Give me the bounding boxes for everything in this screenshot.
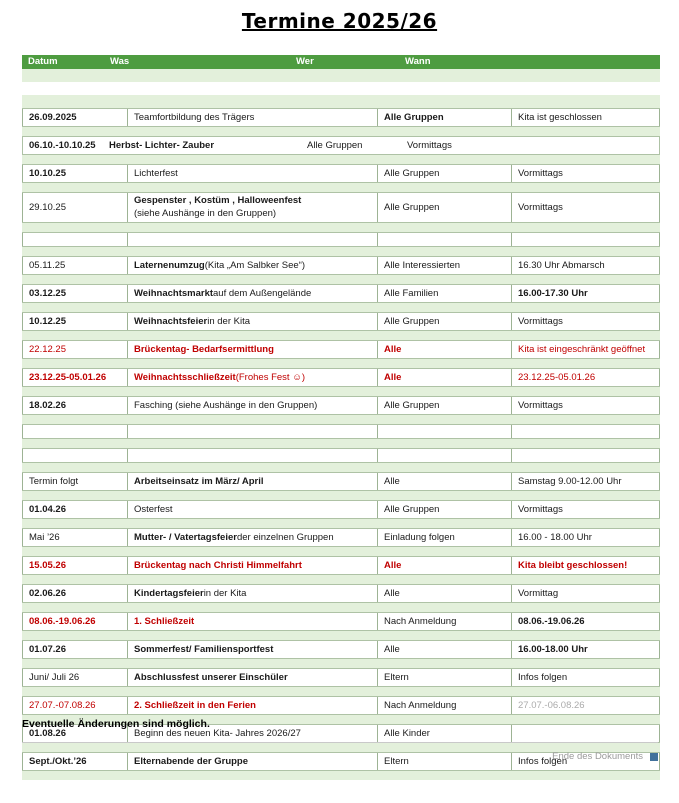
cell-text: 16.00-18.00 Uhr (518, 643, 588, 655)
spacer-row (22, 69, 660, 82)
cell-text: Kita ist eingeschränkt geöffnet (518, 343, 646, 355)
spacer-row (22, 247, 660, 256)
cell-text: Termin folgt (29, 475, 79, 487)
cell-text: Vormittags (407, 139, 452, 151)
cell-wer (377, 725, 511, 742)
cell-text: Alle Gruppen (384, 111, 444, 123)
cell-was (127, 613, 377, 630)
cell-datum (22, 585, 127, 602)
cell-text: Teamfortbildung des Trägers (134, 111, 255, 123)
cell-wann (511, 725, 660, 742)
cell-wer (377, 233, 511, 246)
cell-datum (22, 449, 127, 462)
cell-text: Herbst- Lichter- Zauber (109, 139, 215, 151)
cell-was (127, 425, 377, 438)
cell-text: Alle Interessierten (384, 259, 461, 271)
table-row (22, 556, 660, 575)
spacer-row (22, 463, 660, 472)
cell-was (127, 449, 377, 462)
cell-text: Alle Gruppen (307, 139, 363, 151)
cell-text: Alle Familien (384, 287, 439, 299)
cell-wer (377, 449, 511, 462)
cell-wann (511, 257, 660, 274)
cell-text: der einzelnen Gruppen (236, 531, 334, 543)
cell-wann (511, 557, 660, 574)
cell-wer (377, 697, 511, 714)
cell-text: 22.12.25 (29, 343, 66, 355)
cell-text: Brückentag nach Christi Himmelfahrt (134, 559, 302, 571)
footer-divider (22, 742, 658, 743)
cell-wann (511, 529, 660, 546)
cell-text: 27.07.-07.08.26 (29, 699, 96, 711)
spacer-row (22, 439, 660, 448)
cell-text: Vormittags (518, 503, 563, 515)
cell-text: Abschlussfest unserer Einschüler (134, 671, 288, 683)
header-cell: Datum (28, 56, 58, 68)
table-row (22, 256, 660, 275)
cell-text: (siehe Aushänge in den Gruppen) (134, 207, 277, 219)
cell-text: Vormittag (518, 587, 559, 599)
cell-text: Weihnachtsfeier (134, 315, 208, 327)
cell-text: Alle Gruppen (384, 167, 440, 179)
cell-was (103, 138, 301, 154)
cell-text: Arbeitseinsatz im März/ April (134, 475, 264, 487)
cell-text: Einladung folgen (384, 531, 455, 543)
spacer-row (22, 303, 660, 312)
spacer-row (22, 575, 660, 584)
spacer-row (22, 387, 660, 396)
table-row (22, 340, 660, 359)
schedule-table (22, 55, 660, 780)
cell-text: Laternenumzug (134, 259, 205, 271)
cell-text: 01.08.26 (29, 727, 66, 739)
cell-text: 15.05.26 (29, 559, 66, 571)
cell-wer (377, 613, 511, 630)
table-row (22, 696, 660, 715)
cell-wer (377, 641, 511, 658)
cell-wer (377, 165, 511, 182)
cell-wann (511, 501, 660, 518)
cell-datum (22, 341, 127, 358)
cell-wer (377, 109, 511, 126)
table-row (22, 640, 660, 659)
cell-wann (511, 697, 660, 714)
cell-text: 10.10.25 (29, 167, 66, 179)
cell-text: Alle Gruppen (384, 399, 440, 411)
cell-text: Vormittags (518, 167, 563, 179)
empty-table-row (22, 448, 660, 463)
cell-wer (377, 397, 511, 414)
cell-text: Gespenster , Kostüm , Halloweenfest (134, 195, 302, 207)
end-of-document-label: Ende des Dokuments (552, 751, 643, 762)
cell-text: Kita bleibt geschlossen! (518, 559, 628, 571)
cell-datum (22, 473, 127, 490)
cell-wer (377, 257, 511, 274)
cell-wann (511, 165, 660, 182)
spacer-row (22, 519, 660, 528)
table-header-row (22, 55, 660, 69)
cell-text: 16.30 Uhr Abmarsch (518, 259, 605, 271)
cell-was (127, 233, 377, 246)
spacer-row (22, 331, 660, 340)
table-row (22, 108, 660, 127)
cell-wann (511, 473, 660, 490)
cell-wann (511, 613, 660, 630)
cell-datum (22, 557, 127, 574)
cell-datum (22, 193, 127, 222)
cell-wann (511, 641, 660, 658)
cell-text: Sept./Okt.’26 (29, 755, 87, 767)
cell-datum (22, 285, 127, 302)
cell-text: Mutter- / Vatertagsfeier (134, 531, 237, 543)
spacer-row (22, 603, 660, 612)
cell-datum (22, 641, 127, 658)
cell-text: Weihnachtsschließzeit (134, 371, 236, 383)
cell-datum (22, 697, 127, 714)
cell-datum (22, 613, 127, 630)
cell-text: 02.06.26 (29, 587, 66, 599)
cell-text: (Frohes Fest ☺) (235, 371, 306, 383)
cell-wer (377, 669, 511, 686)
cell-wer (377, 557, 511, 574)
table-body (22, 69, 660, 780)
cell-text: (Kita „Am Salbker See“) (204, 259, 306, 271)
table-row (22, 528, 660, 547)
spacer-row (22, 183, 660, 192)
cell-text: 08.06.-19.06.26 (518, 615, 585, 627)
cell-text: Sommerfest/ Familiensportfest (134, 643, 274, 655)
cell-was (127, 397, 377, 414)
cell-wer (377, 753, 511, 770)
cell-datum (23, 138, 103, 154)
cell-was (127, 501, 377, 518)
table-row (22, 472, 660, 491)
cell-text: 23.12.25-05.01.26 (29, 371, 107, 383)
cell-text: Alle Gruppen (384, 201, 440, 213)
table-row (22, 668, 660, 687)
cell-text: 16.00 - 18.00 Uhr (518, 531, 592, 543)
cell-text: Vormittags (518, 201, 563, 213)
cell-wann (511, 397, 660, 414)
header-cell: Wann (405, 56, 431, 68)
cell-text: Alle (384, 371, 402, 383)
spacer-row (22, 687, 660, 696)
cell-text: 23.12.25-05.01.26 (518, 371, 596, 383)
cell-wann (511, 449, 660, 462)
cell-was (127, 641, 377, 658)
cell-datum (22, 369, 127, 386)
cell-wer (377, 341, 511, 358)
cell-text: Brückentag- Bedarfsermittlung (134, 343, 274, 355)
cell-text: Alle Gruppen (384, 315, 440, 327)
cell-wer (377, 501, 511, 518)
cell-text: 29.10.25 (29, 201, 66, 213)
cell-wann (511, 341, 660, 358)
cell-datum (22, 669, 127, 686)
cell-wann (511, 369, 660, 386)
cell-was (127, 165, 377, 182)
cell-was (127, 697, 377, 714)
table-row (22, 368, 660, 387)
cell-text: 16.00-17.30 Uhr (518, 287, 588, 299)
cell-text: 10.12.25 (29, 315, 66, 327)
spacer-row (22, 127, 660, 136)
cell-text: Alle (384, 343, 402, 355)
spacer-row (22, 95, 660, 108)
cell-text: 1. Schließzeit (134, 615, 195, 627)
cell-text: Nach Anmeldung (384, 615, 457, 627)
cell-datum (22, 233, 127, 246)
cell-text: Juni/ Juli 26 (29, 671, 80, 683)
cell-text: Elternabende der Gruppe (134, 755, 249, 767)
cell-text: Infos folgen (518, 671, 568, 683)
table-row (22, 584, 660, 603)
cell-text: 01.04.26 (29, 503, 66, 515)
cell-wer (377, 425, 511, 438)
spacer-row (22, 223, 660, 232)
cell-text: Alle (384, 559, 402, 571)
spacer-row (22, 547, 660, 556)
cell-datum (22, 397, 127, 414)
cell-wer (377, 529, 511, 546)
table-row (22, 136, 660, 155)
cell-wann (511, 109, 660, 126)
cell-text: Kindertagsfeier (134, 587, 204, 599)
cell-text: Lichterfest (134, 167, 178, 179)
cell-was (127, 557, 377, 574)
cell-text: Fasching (siehe Aushänge in den Gruppen) (134, 399, 318, 411)
cell-text: Infos folgen (518, 755, 568, 767)
cell-text: 27.07.-06.08.26 (518, 699, 585, 711)
cell-wer (301, 138, 401, 154)
header-cell: Was (110, 56, 130, 68)
cell-text: in der Kita (203, 587, 247, 599)
table-row (22, 284, 660, 303)
table-row (22, 312, 660, 331)
cell-datum (22, 109, 127, 126)
table-row (22, 612, 660, 631)
cell-was (127, 585, 377, 602)
cell-text: Kita ist geschlossen (518, 111, 602, 123)
cell-text: Mai ’26 (29, 531, 60, 543)
cell-text: 26.09.2025 (29, 111, 77, 123)
empty-table-row (22, 424, 660, 439)
cell-wann (511, 193, 660, 222)
cell-wann (511, 585, 660, 602)
cell-was (127, 473, 377, 490)
table-row (22, 396, 660, 415)
cell-datum (22, 257, 127, 274)
page-title: Termine 2025/26 (241, 9, 438, 33)
cell-was (127, 753, 377, 770)
cell-text: Samstag 9.00-12.00 Uhr (518, 475, 622, 487)
cell-was (127, 257, 377, 274)
spacer-row (22, 491, 660, 500)
cell-text: 08.06.-19.06.26 (29, 615, 96, 627)
cell-was (127, 669, 377, 686)
table-row (22, 192, 660, 223)
cell-text: auf dem Außengelände (213, 287, 312, 299)
cell-text: Vormittags (518, 315, 563, 327)
cell-datum (22, 529, 127, 546)
cell-was (127, 369, 377, 386)
cell-text: Eltern (384, 755, 409, 767)
table-row (22, 500, 660, 519)
cell-was (127, 313, 377, 330)
cell-wer (377, 313, 511, 330)
cell-text: Alle (384, 475, 400, 487)
spacer-row (22, 359, 660, 368)
cell-text: 05.11.25 (29, 259, 66, 271)
cell-text: Osterfest (134, 503, 173, 515)
cell-datum (22, 501, 127, 518)
cell-text: 03.12.25 (29, 287, 66, 299)
spacer-row (22, 82, 660, 95)
cell-wer (377, 285, 511, 302)
cell-wann (511, 313, 660, 330)
cell-datum (22, 313, 127, 330)
cell-wann (401, 138, 659, 154)
end-of-document-marker (552, 751, 658, 762)
cell-text: Nach Anmeldung (384, 699, 457, 711)
cell-wer (377, 193, 511, 222)
cell-text: Alle Kinder (384, 727, 430, 739)
cell-text: Alle Gruppen (384, 503, 440, 515)
cell-text: Alle (384, 587, 400, 599)
cell-wer (377, 369, 511, 386)
empty-table-row (22, 232, 660, 247)
cell-was (127, 109, 377, 126)
cell-wann (511, 669, 660, 686)
cell-text: Beginn des neuen Kita- Jahres 2026/27 (134, 727, 301, 739)
spacer-row (22, 631, 660, 640)
cell-wer (377, 585, 511, 602)
cell-wann (511, 425, 660, 438)
cell-text: 18.02.26 (29, 399, 66, 411)
cell-text: Alle (384, 643, 400, 655)
cell-text: Vormittags (518, 399, 563, 411)
cell-text: 2. Schließzeit in den Ferien (134, 699, 256, 711)
cell-wer (377, 473, 511, 490)
table-row (22, 164, 660, 183)
cell-wann (511, 285, 660, 302)
spacer-row (22, 275, 660, 284)
change-disclaimer: Eventuelle Änderungen sind möglich. (22, 718, 210, 730)
cell-text: in der Kita (207, 315, 250, 327)
cell-was (127, 193, 377, 222)
cell-wann (511, 233, 660, 246)
cell-was (127, 341, 377, 358)
cell-was (127, 285, 377, 302)
end-of-document-icon (650, 753, 658, 761)
cell-text: Eltern (384, 671, 409, 683)
cell-datum (22, 425, 127, 438)
cell-text: 01.07.26 (29, 643, 66, 655)
cell-text: Weihnachtsmarkt (134, 287, 214, 299)
cell-was (127, 529, 377, 546)
cell-datum (22, 753, 127, 770)
spacer-row (22, 155, 660, 164)
spacer-row (22, 659, 660, 668)
cell-datum (22, 165, 127, 182)
spacer-row (22, 771, 660, 780)
cell-text: 06.10.-10.10.25 (29, 139, 96, 151)
header-cell: Wer (296, 56, 314, 68)
spacer-row (22, 415, 660, 424)
